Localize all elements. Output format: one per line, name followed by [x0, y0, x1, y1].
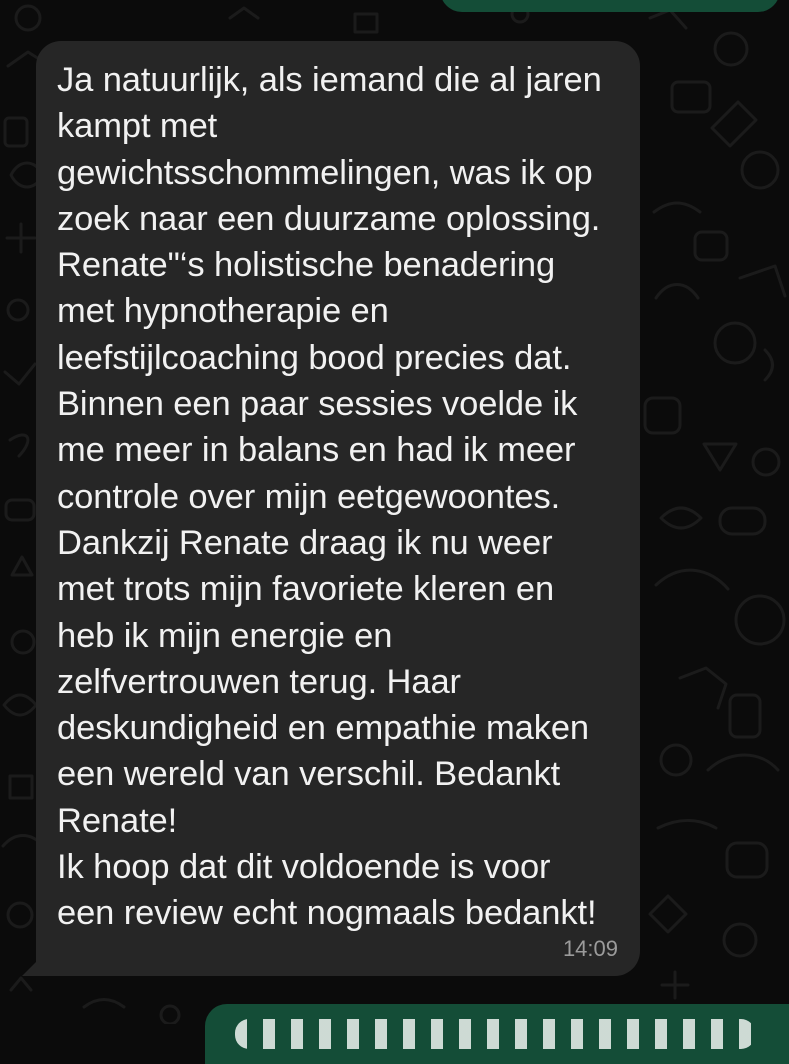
outgoing-message-bubble-partial — [205, 1004, 789, 1064]
incoming-message-bubble[interactable] — [36, 41, 640, 976]
outgoing-message-bubble — [440, 0, 780, 12]
message-time: 14:09 — [562, 936, 618, 961]
message-text: Ja natuurlijk, als iemand die al jaren kampt met gewichtsschommelingen, was ik op zoek naar een duurzame oplossing. Renate"‘s holistische benadering met hypnotherapie en leefstijlcoaching bood precies dat. Binnen een paar sessies voelde ik me meer in balans en had ik meer controle over mijn eetgewoontes. Dankzij Renate draag ik nu weer met trots mijn favoriete kleren en heb ik mijn energie en zelfvertrouwen terug. Haar deskundigheid en empathie maken een wereld van verschil. Bedankt Renate! Ik hoop dat dit voldoende is voor een review echt nogmaals bedankt! — [57, 61, 602, 933]
